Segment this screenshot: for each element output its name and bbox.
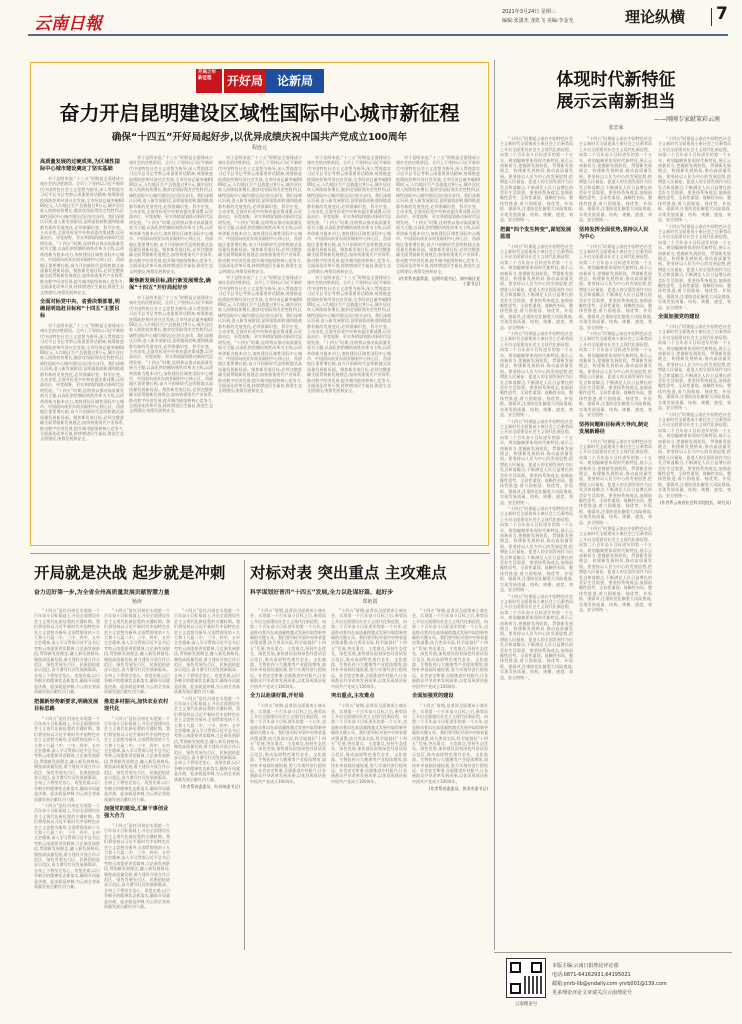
section-divider (711, 8, 712, 26)
right-ending: (作者系云南省社会科学院院长、研究员) (659, 500, 731, 505)
footer-editor: 本版主编:云南日报理论评论部 (552, 963, 619, 969)
right-body-1f: “十四五”时期是云南在中国特色社会主义新时代全面建成小康社会之后乘势而上开启全面建设社会主义现代化新征程、向第二个百年奋斗目标进军的第一个五年。规划编制要体现时代新特征,展示云南新担当,把握新发展阶段、贯彻新发展理念、构建新发展格局,推动高质量发展。要坚持以人民为中心的发展思想,把增进人民福祉、促进人的全面发展作为出发点和落脚点,不断满足人民日益增长的美好生活需要。要坚持系统观念,加强前瞻性思考、全局性谋划、战略性布局、整体性推进,着力固根基、扬优势、补短板、强弱项,注重防范化解重大风险挑战,实现发展质量、结构、规模、速度、效益、安全相统一。 (500, 593, 573, 680)
right-body-1e: “十四五”时期是云南在中国特色社会主义新时代全面建成小康社会之后乘势而上开启全面建设社会主义现代化新征程、向第二个百年奋斗目标进军的第一个五年。规划编制要体现时代新特征,展示云南新担当,把握新发展阶段、贯彻新发展理念、构建新发展格局,推动高质量发展。要坚持以人民为中心的发展思想,把增进人民福祉、促进人的全面发展作为出发点和落脚点,不断满足人民日益增长的美好生活需要。要坚持系统观念,加强前瞻性思考、全局性谋划、战略性布局、整体性推进,着力固根基、扬优势、补短板、强弱项,注重防范化解重大风险挑战,实现发展质量、结构、规模、速度、效益、安全相统一。 (500, 506, 573, 593)
bottom-mid-author: 郑艳霞 (362, 599, 378, 605)
bottom-left-body-1a: “十四五”是红河州在实现第一个百年奋斗目标基础上,开启全面建设社会主义现代化新征程的关键时期。我们将坚持以习近平新时代中国特色社会主义思想为指导,全面贯彻党的十九大和十九届二中、三中、四中、五中全会精神,深入学习贯彻习近平总书记考察云南重要讲话精神,立足新发展阶段,贯彻新发展理念,融入新发展格局,聚焦高质量发展,着力建设开放合作示范区、绿色发展先行区、民族团结进步示范区,奋力谱写红河发展新篇章。全州上下将坚定信心、攻坚克难,以只争朝夕的精神状态抓落实,确保开局就是决战、起步就是冲刺,为云南全省高质量发展贡献红河力量。 (34, 608, 100, 695)
feature-body-4b: 对于昆明来说,“十三五”时期是全面建成小康社会的决胜阶段。全市上下坚持以习近平新时代中国特色社会主义思想为指导,深入贯彻落实习近平总书记考察云南重要讲话精神,统筹推进疫情防控和经济社会发展,全市经济总量突破6000亿元,人均地区生产总值超过9万元,城乡居民收入持续较快增长,脱贫攻坚取得决定性胜利,区域性国际中心城市建设迈出坚实步伐。我们深刻认识到,进入新发展阶段,昆明面临的机遇和挑战都有新的发展变化,必须准确识变、科学应变、主动求变,全面对标党中央和省委决策部署,以更高站位、更宽视野、更实举措谋划推动新时代昆明发展。“十四五”时期,昆明将以推动高质量发展为主题,以深化供给侧结构性改革为主线,以改革创新为根本动力,加快建设区域性国际中心城市、中国面向南亚东南亚辐射中心核心区、西部地区重要增长极,奋力开创新时代昆明跨越式高质量发展新局面。聚焦新发展目标,必须完整准确全面贯彻新发展理念,加快构建现代产业体系,推动数字经济发展,提升城市能级和核心竞争力,全面深化改革开放,持续增进民生福祉,推进生态文明建设,统筹发展和安全。 (307, 274, 391, 394)
footer-email: 邮箱:ynrb-llb@yndaily.com ynrb001@139.com (552, 981, 667, 987)
right-vertical-rule (494, 60, 495, 950)
bottom-left-ending: (作者系省委委员、红河州委书记) (180, 784, 240, 789)
feature-lead-heading: 高质量发展的过硬成果,为区域性国际中心城市建设奠定了坚实基础 (40, 159, 120, 172)
bottom-left-column-2 (104, 608, 170, 948)
qr-corner-tr (531, 962, 542, 973)
feature-badge (196, 69, 324, 93)
bottom-mid-heading-2: 突出重点,主攻难点 (331, 693, 375, 700)
right-headline-1: 体现时代新特征 (556, 70, 676, 90)
bottom-left-column-3 (174, 608, 240, 948)
feature-column-5 (396, 155, 480, 538)
feature-column-4 (307, 155, 391, 538)
badge-left: 开局之年新征程 (196, 69, 222, 93)
bottom-left-heading-3: 加强党的建设,汇聚干事创业强大合力 (104, 806, 169, 819)
bottom-left-body-3b: “十四五”是红河州在实现第一个百年奋斗目标基础上,开启全面建设社会主义现代化新征程的关键时期。我们将坚持以习近平新时代中国特色社会主义思想为指导,全面贯彻党的十九大和十九届二中、三中、四中、五中全会精神,深入学习贯彻习近平总书记考察云南重要讲话精神,立足新发展阶段,贯彻新发展理念,融入新发展格局,聚焦高质量发展,着力建设开放合作示范区、绿色发展先行区、民族团结进步示范区,奋力谱写红河发展新篇章。全州上下将坚定信心、攻坚克难,以只争朝夕的精神状态抓落实,确保开局就是决战、起步就是冲刺,为云南全省高质量发展贡献红河力量。 (174, 695, 240, 782)
footer-follow: 更多理论评论文章请关注云南理论号 (552, 990, 633, 996)
bottom-mid-column-2 (331, 608, 407, 948)
right-body-1a: “十四五”时期是云南在中国特色社会主义新时代全面建成小康社会之后乘势而上开启全面建设社会主义现代化新征程、向第二个百年奋斗目标进军的第一个五年。规划编制要体现时代新特征,展示云南新担当,把握新发展阶段、贯彻新发展理念、构建新发展格局,推动高质量发展。要坚持以人民为中心的发展思想,把增进人民福祉、促进人的全面发展作为出发点和落脚点,不断满足人民日益增长的美好生活需要。要坚持系统观念,加强前瞻性思考、全局性谋划、战略性布局、整体性推进,着力固根基、扬优势、补短板、强弱项,注重防范化解重大风险挑战,实现发展质量、结构、规模、速度、效益、安全相统一。 (500, 136, 573, 223)
bottom-mid-body-3a: “十四五”时期,是普洱全面建成小康社会、实现第一个百年奋斗目标之后,乘势而上开启全面建设社会主义现代化新征程、向第二个百年奋斗目标进军的第一个五年,也是推动普洱在高质量跨越式发展中取得新突破的关键五年。我们要对标对表中央和省委决策部署,结合普洱实际,科学谋划好“十四五”发展,突出重点、主攻难点,坚持生态优先、绿色发展,加快建设国家绿色经济试验示范区,推动高原特色现代农业、文化旅游、生物医药与大健康等产业提质增效,加快补齐基础设施短板,努力实现经济行稳致远、社会安定和谐,全面推进乡村振兴,让各族群众共享改革发展成果,以优异成绩庆祝中国共产党成立100周年。 (412, 608, 488, 689)
footer-phone: 电话:0871-64162931,64195021 (552, 972, 631, 978)
bottom-left-subheadline: 奋力迈好第一步,为全省全州高质量发展贡献智慧力量 (34, 590, 170, 596)
right-heading-4: 全面加强党的建设 (658, 314, 700, 320)
qr-modules (524, 976, 542, 994)
right-column-3 (658, 136, 731, 946)
right-body-2e: “十四五”时期是云南在中国特色社会主义新时代全面建成小康社会之后乘势而上开启全面建设社会主义现代化新征程、向第二个百年奋斗目标进军的第一个五年。规划编制要体现时代新特征,展示云南新担当,把握新发展阶段、贯彻新发展理念、构建新发展格局,推动高质量发展。要坚持以人民为中心的发展思想,把增进人民福祉、促进人的全面发展作为出发点和落脚点,不断满足人民日益增长的美好生活需要。要坚持系统观念,加强前瞻性思考、全局性谋划、战略性布局、整体性推进,着力固根基、扬优势、补短板、强弱项,注重防范化解重大风险挑战,实现发展质量、结构、规模、速度、效益、安全相统一。 (579, 526, 652, 613)
feature-author: 程连元 (251, 145, 267, 151)
feature-body-1a: 对于昆明来说,“十三五”时期是全面建成小康社会的决胜阶段。全市上下坚持以习近平新时代中国特色社会主义思想为指导,深入贯彻落实习近平总书记考察云南重要讲话精神,统筹推进疫情防控和经济社会发展,全市经济总量突破6000亿元,人均地区生产总值超过9万元,城乡居民收入持续较快增长,脱贫攻坚取得决定性胜利,区域性国际中心城市建设迈出坚实步伐。我们深刻认识到,进入新发展阶段,昆明面临的机遇和挑战都有新的发展变化,必须准确识变、科学应变、主动求变,全面对标党中央和省委决策部署,以更高站位、更宽视野、更实举措谋划推动新时代昆明发展。“十四五”时期,昆明将以推动高质量发展为主题,以深化供给侧结构性改革为主线,以改革创新为根本动力,加快建设区域性国际中心城市、中国面向南亚东南亚辐射中心核心区、西部地区重要增长极,奋力开创新时代昆明跨越式高质量发展新局面。聚焦新发展目标,必须完整准确全面贯彻新发展理念,加快构建现代产业体系,推动数字经济发展,提升城市能级和核心竞争力,全面深化改革开放,持续增进民生福祉,推进生态文明建设,统筹发展和安全。 (40, 176, 124, 295)
bottom-mid-headline: 对标对表 突出重点 主攻难点 (250, 563, 447, 582)
feature-column-3 (218, 155, 302, 538)
footer-rule (494, 952, 732, 953)
right-column-2 (579, 136, 652, 946)
feature-column-2 (129, 155, 213, 538)
right-body-2c: “十四五”时期是云南在中国特色社会主义新时代全面建成小康社会之后乘势而上开启全面建设社会主义现代化新征程、向第二个百年奋斗目标进军的第一个五年。规划编制要体现时代新特征,展示云南新担当,把握新发展阶段、贯彻新发展理念、构建新发展格局,推动高质量发展。要坚持以人民为中心的发展思想,把增进人民福祉、促进人的全面发展作为出发点和落脚点,不断满足人民日益增长的美好生活需要。要坚持系统观念,加强前瞻性思考、全局性谋划、战略性布局、整体性推进,着力固根基、扬优势、补短板、强弱项,注重防范化解重大风险挑战,实现发展质量、结构、规模、速度、效益、安全相统一。 (579, 331, 652, 418)
feature-body-3b: 对于昆明来说,“十三五”时期是全面建成小康社会的决胜阶段。全市上下坚持以习近平新时代中国特色社会主义思想为指导,深入贯彻落实习近平总书记考察云南重要讲话精神,统筹推进疫情防控和经济社会发展,全市经济总量突破6000亿元,人均地区生产总值超过9万元,城乡居民收入持续较快增长,脱贫攻坚取得决定性胜利,区域性国际中心城市建设迈出坚实步伐。我们深刻认识到,进入新发展阶段,昆明面临的机遇和挑战都有新的发展变化,必须准确识变、科学应变、主动求变,全面对标党中央和省委决策部署,以更高站位、更宽视野、更实举措谋划推动新时代昆明发展。“十四五”时期,昆明将以推动高质量发展为主题,以深化供给侧结构性改革为主线,以改革创新为根本动力,加快建设区域性国际中心城市、中国面向南亚东南亚辐射中心核心区、西部地区重要增长极,奋力开创新时代昆明跨越式高质量发展新局面。聚焦新发展目标,必须完整准确全面贯彻新发展理念,加快构建现代产业体系,推动数字经济发展,提升城市能级和核心竞争力,全面深化改革开放,持续增进民生福祉,推进生态文明建设,统筹发展和安全。 (218, 274, 302, 394)
right-body-3b: “十四五”时期是云南在中国特色社会主义新时代全面建成小康社会之后乘势而上开启全面建设社会主义现代化新征程、向第二个百年奋斗目标进军的第一个五年。规划编制要体现时代新特征,展示云南新担当,把握新发展阶段、贯彻新发展理念、构建新发展格局,推动高质量发展。要坚持以人民为中心的发展思想,把增进人民福祉、促进人的全面发展作为出发点和落脚点,不断满足人民日益增长的美好生活需要。要坚持系统观念,加强前瞻性思考、全局性谋划、战略性布局、整体性推进,着力固根基、扬优势、补短板、强弱项,注重防范化解重大风险挑战,实现发展质量、结构、规模、速度、效益、安全相统一。 (658, 223, 731, 310)
feature-column-1 (40, 155, 124, 538)
masthead-rule (28, 34, 728, 36)
bottom-left-body-2b: “十四五”是红河州在实现第一个百年奋斗目标基础上,开启全面建设社会主义现代化新征程的关键时期。我们将坚持以习近平新时代中国特色社会主义思想为指导,全面贯彻党的十九大和十九届二中、三中、四中、五中全会精神,深入学习贯彻习近平总书记考察云南重要讲话精神,立足新发展阶段,贯彻新发展理念,融入新发展格局,聚焦高质量发展,着力建设开放合作示范区、绿色发展先行区、民族团结进步示范区,奋力谱写红河发展新篇章。全州上下将坚定信心、攻坚克难,以只争朝夕的精神状态抓落实,确保开局就是决战、起步就是冲刺,为云南全省高质量发展贡献红河力量。 (104, 715, 170, 802)
feature-heading-3: 聚焦新发展目标,践行新发展理念,确保“十四五”开好局起好步 (129, 277, 211, 291)
bottom-mid-heading-1: 全力以赴谋好篇,开好局 (250, 693, 304, 700)
feature-heading-2: 全面对标党中央、省委决策部署,明确昆明追赶目标和“十四五”主要目标 (40, 298, 120, 319)
qr-corner-tl (510, 962, 521, 973)
qr-caption: 云南理论号 (514, 1002, 538, 1007)
right-column-1 (500, 136, 573, 946)
right-body-2b: “十四五”时期是云南在中国特色社会主义新时代全面建成小康社会之后乘势而上开启全面建设社会主义现代化新征程、向第二个百年奋斗目标进军的第一个五年。规划编制要体现时代新特征,展示云南新担当,把握新发展阶段、贯彻新发展理念、构建新发展格局,推动高质量发展。要坚持以人民为中心的发展思想,把增进人民福祉、促进人的全面发展作为出发点和落脚点,不断满足人民日益增长的美好生活需要。要坚持系统观念,加强前瞻性思考、全局性谋划、战略性布局、整体性推进,着力固根基、扬优势、补短板、强弱项,注重防范化解重大风险挑战,实现发展质量、结构、规模、速度、效益、安全相统一。 (579, 243, 652, 330)
bottom-section-rule (30, 553, 490, 554)
right-heading-3: 坚持问题和目标两大导向,制定发展新路径 (579, 421, 649, 435)
editor-line: 编辑:张潇杰 龙虹飞 美编:李金光 (502, 18, 574, 24)
badge-mid: 开好局 (224, 69, 266, 93)
feature-subheadline: 确保“十四五”开好局起好步,以优异成绩庆祝中国共产党成立100周年 (111, 132, 408, 143)
bottom-mid-heading-3: 全面加强党的建设 (412, 693, 454, 700)
feature-body-5a: 对于昆明来说,“十三五”时期是全面建成小康社会的决胜阶段。全市上下坚持以习近平新时代中国特色社会主义思想为指导,深入贯彻落实习近平总书记考察云南重要讲话精神,统筹推进疫情防控和经济社会发展,全市经济总量突破6000亿元,人均地区生产总值超过9万元,城乡居民收入持续较快增长,脱贫攻坚取得决定性胜利,区域性国际中心城市建设迈出坚实步伐。我们深刻认识到,进入新发展阶段,昆明面临的机遇和挑战都有新的发展变化,必须准确识变、科学应变、主动求变,全面对标党中央和省委决策部署,以更高站位、更宽视野、更实举措谋划推动新时代昆明发展。“十四五”时期,昆明将以推动高质量发展为主题,以深化供给侧结构性改革为主线,以改革创新为根本动力,加快建设区域性国际中心城市、中国面向南亚东南亚辐射中心核心区、西部地区重要增长极,奋力开创新时代昆明跨越式高质量发展新局面。聚焦新发展目标,必须完整准确全面贯彻新发展理念,加快构建现代产业体系,推动数字经济发展,提升城市能级和核心竞争力,全面深化改革开放,持续增进民生福祉,推进生态文明建设,统筹发展和安全。 (396, 155, 480, 274)
newspaper-logo: 云南日報 (34, 14, 102, 34)
badge-right: 论新局 (266, 69, 324, 93)
page-number: 7 (716, 4, 728, 24)
bottom-mid-subheadline: 科学谋划好普洱“十四五”发展,全力以赴谋好篇、起好步 (250, 590, 394, 596)
bottom-left-body-2a: “十四五”是红河州在实现第一个百年奋斗目标基础上,开启全面建设社会主义现代化新征程的关键时期。我们将坚持以习近平新时代中国特色社会主义思想为指导,全面贯彻党的十九大和十九届二中、三中、四中、五中全会精神,深入学习贯彻习近平总书记考察云南重要讲话精神,立足新发展阶段,贯彻新发展理念,融入新发展格局,聚焦高质量发展,着力建设开放合作示范区、绿色发展先行区、民族团结进步示范区,奋力谱写红河发展新篇章。全州上下将坚定信心、攻坚克难,以只争朝夕的精神状态抓落实,确保开局就是决战、起步就是冲刺,为云南全省高质量发展贡献红河力量。 (104, 608, 170, 695)
section-title: 理论纵横 (625, 8, 686, 26)
bottom-left-body-3a: “十四五”是红河州在实现第一个百年奋斗目标基础上,开启全面建设社会主义现代化新征程的关键时期。我们将坚持以习近平新时代中国特色社会主义思想为指导,全面贯彻党的十九大和十九届二中、三中、四中、五中全会精神,深入学习贯彻习近平总书记考察云南重要讲话精神,立足新发展阶段,贯彻新发展理念,融入新发展格局,聚焦高质量发展,着力建设开放合作示范区、绿色发展先行区、民族团结进步示范区,奋力谱写红河发展新篇章。全州上下将坚定信心、攻坚克难,以只争朝夕的精神状态抓落实,确保开局就是决战、起步就是冲刺,为云南全省高质量发展贡献红河力量。 (174, 608, 240, 695)
feature-body-1b: 对于昆明来说,“十三五”时期是全面建成小康社会的决胜阶段。全市上下坚持以习近平新时代中国特色社会主义思想为指导,深入贯彻落实习近平总书记考察云南重要讲话精神,统筹推进疫情防控和经济社会发展,全市经济总量突破6000亿元,人均地区生产总值超过9万元,城乡居民收入持续较快增长,脱贫攻坚取得决定性胜利,区域性国际中心城市建设迈出坚实步伐。我们深刻认识到,进入新发展阶段,昆明面临的机遇和挑战都有新的发展变化,必须准确识变、科学应变、主动求变,全面对标党中央和省委决策部署,以更高站位、更宽视野、更实举措谋划推动新时代昆明发展。“十四五”时期,昆明将以推动高质量发展为主题,以深化供给侧结构性改革为主线,以改革创新为根本动力,加快建设区域性国际中心城市、中国面向南亚东南亚辐射中心核心区、西部地区重要增长极,奋力开创新时代昆明跨越式高质量发展新局面。聚焦新发展目标,必须完整准确全面贯彻新发展理念,加快构建现代产业体系,推动数字经济发展,提升城市能级和核心竞争力,全面深化改革开放,持续增进民生福祉,推进生态文明建设,统筹发展和安全。 (40, 322, 124, 442)
bottom-left-heading-2: 推进多村振兴,加快农业农村现代化 (104, 698, 169, 712)
bottom-left-column-1 (34, 608, 100, 948)
bottom-mid-ending: (作者系省委委员、普洱市委书记) (428, 786, 488, 792)
right-body-3a: “十四五”时期是云南在中国特色社会主义新时代全面建成小康社会之后乘势而上开启全面建设社会主义现代化新征程、向第二个百年奋斗目标进军的第一个五年。规划编制要体现时代新特征,展示云南新担当,把握新发展阶段、贯彻新发展理念、构建新发展格局,推动高质量发展。要坚持以人民为中心的发展思想,把增进人民福祉、促进人的全面发展作为出发点和落脚点,不断满足人民日益增长的美好生活需要。要坚持系统观念,加强前瞻性思考、全局性谋划、战略性布局、整体性推进,着力固根基、扬优势、补短板、强弱项,注重防范化解重大风险挑战,实现发展质量、结构、规模、速度、效益、安全相统一。 (658, 136, 731, 223)
bottom-left-heading-1: 把握新形势新要求,明确发展目标思路 (34, 698, 99, 712)
feature-body-3a: 对于昆明来说,“十三五”时期是全面建成小康社会的决胜阶段。全市上下坚持以习近平新时代中国特色社会主义思想为指导,深入贯彻落实习近平总书记考察云南重要讲话精神,统筹推进疫情防控和经济社会发展,全市经济总量突破6000亿元,人均地区生产总值超过9万元,城乡居民收入持续较快增长,脱贫攻坚取得决定性胜利,区域性国际中心城市建设迈出坚实步伐。我们深刻认识到,进入新发展阶段,昆明面临的机遇和挑战都有新的发展变化,必须准确识变、科学应变、主动求变,全面对标党中央和省委决策部署,以更高站位、更宽视野、更实举措谋划推动新时代昆明发展。“十四五”时期,昆明将以推动高质量发展为主题,以深化供给侧结构性改革为主线,以改革创新为根本动力,加快建设区域性国际中心城市、中国面向南亚东南亚辐射中心核心区、西部地区重要增长极,奋力开创新时代昆明跨越式高质量发展新局面。聚焦新发展目标,必须完整准确全面贯彻新发展理念,加快构建现代产业体系,推动数字经济发展,提升城市能级和核心竞争力,全面深化改革开放,持续增进民生福祉,推进生态文明建设,统筹发展和安全。 (218, 155, 302, 274)
bottom-mid-body-3b: “十四五”时期,是普洱全面建成小康社会、实现第一个百年奋斗目标之后,乘势而上开启全面建设社会主义现代化新征程、向第二个百年奋斗目标进军的第一个五年,也是推动普洱在高质量跨越式发展中取得新突破的关键五年。我们要对标对表中央和省委决策部署,结合普洱实际,科学谋划好“十四五”发展,突出重点、主攻难点,坚持生态优先、绿色发展,加快建设国家绿色经济试验示范区,推动高原特色现代农业、文化旅游、生物医药与大健康等产业提质增效,加快补齐基础设施短板,努力实现经济行稳致远、社会安定和谐,全面推进乡村振兴,让各族群众共享改革发展成果,以优异成绩庆祝中国共产党成立100周年。 (412, 703, 488, 784)
bottom-mid-body-2a: “十四五”时期,是普洱全面建成小康社会、实现第一个百年奋斗目标之后,乘势而上开启全面建设社会主义现代化新征程、向第二个百年奋斗目标进军的第一个五年,也是推动普洱在高质量跨越式发展中取得新突破的关键五年。我们要对标对表中央和省委决策部署,结合普洱实际,科学谋划好“十四五”发展,突出重点、主攻难点,坚持生态优先、绿色发展,加快建设国家绿色经济试验示范区,推动高原特色现代农业、文化旅游、生物医药与大健康等产业提质增效,加快补齐基础设施短板,努力实现经济行稳致远、社会安定和谐,全面推进乡村振兴,让各族群众共享改革发展成果,以优异成绩庆祝中国共产党成立100周年。 (331, 608, 407, 689)
right-heading-2: 坚持发挥全面优势,坚持以人民为中心 (579, 226, 649, 240)
right-heading-1: 把握“四个发生转变”,谋划发展蓝图 (500, 226, 572, 240)
bottom-vertical-rule (244, 560, 245, 950)
right-body-3d: “十四五”时期是云南在中国特色社会主义新时代全面建成小康社会之后乘势而上开启全面建设社会主义现代化新征程、向第二个百年奋斗目标进军的第一个五年。规划编制要体现时代新特征,展示云南新担当,把握新发展阶段、贯彻新发展理念、构建新发展格局,推动高质量发展。要坚持以人民为中心的发展思想,把增进人民福祉、促进人的全面发展作为出发点和落脚点,不断满足人民日益增长的美好生活需要。要坚持系统观念,加强前瞻性思考、全局性谋划、战略性布局、整体性推进,着力固根基、扬优势、补短板、强弱项,注重防范化解重大风险挑战,实现发展质量、结构、规模、速度、效益、安全相统一。 (658, 411, 731, 498)
right-body-3c: “十四五”时期是云南在中国特色社会主义新时代全面建成小康社会之后乘势而上开启全面建设社会主义现代化新征程、向第二个百年奋斗目标进军的第一个五年。规划编制要体现时代新特征,展示云南新担当,把握新发展阶段、贯彻新发展理念、构建新发展格局,推动高质量发展。要坚持以人民为中心的发展思想,把增进人民福祉、促进人的全面发展作为出发点和落脚点,不断满足人民日益增长的美好生活需要。要坚持系统观念,加强前瞻性思考、全局性谋划、战略性布局、整体性推进,着力固根基、扬优势、补短板、强弱项,注重防范化解重大风险挑战,实现发展质量、结构、规模、速度、效益、安全相统一。 (658, 324, 731, 411)
bottom-left-body-1c: “十四五”是红河州在实现第一个百年奋斗目标基础上,开启全面建设社会主义现代化新征程的关键时期。我们将坚持以习近平新时代中国特色社会主义思想为指导,全面贯彻党的十九大和十九届二中、三中、四中、五中全会精神,深入学习贯彻习近平总书记考察云南重要讲话精神,立足新发展阶段,贯彻新发展理念,融入新发展格局,聚焦高质量发展,着力建设开放合作示范区、绿色发展先行区、民族团结进步示范区,奋力谱写红河发展新篇章。全州上下将坚定信心、攻坚克难,以只争朝夕的精神状态抓落实,确保开局就是决战、起步就是冲刺,为云南全省高质量发展贡献红河力量。 (34, 803, 100, 890)
right-author: 张忠家 (608, 125, 624, 131)
qr-corner-bl (510, 983, 521, 994)
feature-ending: (作者系省委常委、昆明市委书记、滇中新区党工委书记) (398, 275, 480, 287)
bottom-mid-column-3 (412, 608, 488, 948)
bottom-left-headline: 开局就是决战 起步就是冲刺 (34, 563, 226, 582)
bottom-left-author: 杨涛 (131, 599, 142, 605)
bottom-mid-body-1b: “十四五”时期,是普洱全面建成小康社会、实现第一个百年奋斗目标之后,乘势而上开启全面建设社会主义现代化新征程、向第二个百年奋斗目标进军的第一个五年,也是推动普洱在高质量跨越式发展中取得新突破的关键五年。我们要对标对表中央和省委决策部署,结合普洱实际,科学谋划好“十四五”发展,突出重点、主攻难点,坚持生态优先、绿色发展,加快建设国家绿色经济试验示范区,推动高原特色现代农业、文化旅游、生物医药与大健康等产业提质增效,加快补齐基础设施短板,努力实现经济行稳致远、社会安定和谐,全面推进乡村振兴,让各族群众共享改革发展成果,以优异成绩庆祝中国共产党成立100周年。 (250, 703, 326, 784)
date-line: 2021年3月24日 星期三 (502, 9, 556, 15)
bottom-mid-column-1 (250, 608, 326, 948)
bottom-mid-body-2b: “十四五”时期,是普洱全面建成小康社会、实现第一个百年奋斗目标之后,乘势而上开启全面建设社会主义现代化新征程、向第二个百年奋斗目标进军的第一个五年,也是推动普洱在高质量跨越式发展中取得新突破的关键五年。我们要对标对表中央和省委决策部署,结合普洱实际,科学谋划好“十四五”发展,突出重点、主攻难点,坚持生态优先、绿色发展,加快建设国家绿色经济试验示范区,推动高原特色现代农业、文化旅游、生物医药与大健康等产业提质增效,加快补齐基础设施短板,努力实现经济行稳致远、社会安定和谐,全面推进乡村振兴,让各族群众共享改革发展成果,以优异成绩庆祝中国共产党成立100周年。 (331, 703, 407, 784)
right-body-2d: “十四五”时期是云南在中国特色社会主义新时代全面建成小康社会之后乘势而上开启全面建设社会主义现代化新征程、向第二个百年奋斗目标进军的第一个五年。规划编制要体现时代新特征,展示云南新担当,把握新发展阶段、贯彻新发展理念、构建新发展格局,推动高质量发展。要坚持以人民为中心的发展思想,把增进人民福祉、促进人的全面发展作为出发点和落脚点,不断满足人民日益增长的美好生活需要。要坚持系统观念,加强前瞻性思考、全局性谋划、战略性布局、整体性推进,着力固根基、扬优势、补短板、强弱项,注重防范化解重大风险挑战,实现发展质量、结构、规模、速度、效益、安全相统一。 (579, 438, 652, 525)
right-headline-2: 展示云南新担当 (556, 92, 676, 112)
right-body-2a: “十四五”时期是云南在中国特色社会主义新时代全面建成小康社会之后乘势而上开启全面建设社会主义现代化新征程、向第二个百年奋斗目标进军的第一个五年。规划编制要体现时代新特征,展示云南新担当,把握新发展阶段、贯彻新发展理念、构建新发展格局,推动高质量发展。要坚持以人民为中心的发展思想,把增进人民福祉、促进人的全面发展作为出发点和落脚点,不断满足人民日益增长的美好生活需要。要坚持系统观念,加强前瞻性思考、全局性谋划、战略性布局、整体性推进,着力固根基、扬优势、补短板、强弱项,注重防范化解重大风险挑战,实现发展质量、结构、规模、速度、效益、安全相统一。 (579, 136, 652, 223)
feature-body-2b: 对于昆明来说,“十三五”时期是全面建成小康社会的决胜阶段。全市上下坚持以习近平新时代中国特色社会主义思想为指导,深入贯彻落实习近平总书记考察云南重要讲话精神,统筹推进疫情防控和经济社会发展,全市经济总量突破6000亿元,人均地区生产总值超过9万元,城乡居民收入持续较快增长,脱贫攻坚取得决定性胜利,区域性国际中心城市建设迈出坚实步伐。我们深刻认识到,进入新发展阶段,昆明面临的机遇和挑战都有新的发展变化,必须准确识变、科学应变、主动求变,全面对标党中央和省委决策部署,以更高站位、更宽视野、更实举措谋划推动新时代昆明发展。“十四五”时期,昆明将以推动高质量发展为主题,以深化供给侧结构性改革为主线,以改革创新为根本动力,加快建设区域性国际中心城市、中国面向南亚东南亚辐射中心核心区、西部地区重要增长极,奋力开创新时代昆明跨越式高质量发展新局面。聚焦新发展目标,必须完整准确全面贯彻新发展理念,加快构建现代产业体系,推动数字经济发展,提升城市能级和核心竞争力,全面深化改革开放,持续增进民生福祉,推进生态文明建设,统筹发展和安全。 (129, 294, 213, 414)
masthead (0, 0, 742, 44)
bottom-left-body-2c: “十四五”是红河州在实现第一个百年奋斗目标基础上,开启全面建设社会主义现代化新征程的关键时期。我们将坚持以习近平新时代中国特色社会主义思想为指导,全面贯彻党的十九大和十九届二中、三中、四中、五中全会精神,深入学习贯彻习近平总书记考察云南重要讲话精神,立足新发展阶段,贯彻新发展理念,融入新发展格局,聚焦高质量发展,着力建设开放合作示范区、绿色发展先行区、民族团结进步示范区,奋力谱写红河发展新篇章。全州上下将坚定信心、攻坚克难,以只争朝夕的精神状态抓落实,确保开局就是决战、起步就是冲刺,为云南全省高质量发展贡献红河力量。 (104, 823, 170, 910)
bottom-left-body-1b: “十四五”是红河州在实现第一个百年奋斗目标基础上,开启全面建设社会主义现代化新征程的关键时期。我们将坚持以习近平新时代中国特色社会主义思想为指导,全面贯彻党的十九大和十九届二中、三中、四中、五中全会精神,深入学习贯彻习近平总书记考察云南重要讲话精神,立足新发展阶段,贯彻新发展理念,融入新发展格局,聚焦高质量发展,着力建设开放合作示范区、绿色发展先行区、民族团结进步示范区,奋力谱写红河发展新篇章。全州上下将坚定信心、攻坚克难,以只争朝夕的精神状态抓落实,确保开局就是决战、起步就是冲刺,为云南全省高质量发展贡献红河力量。 (34, 715, 100, 802)
right-body-1d: “十四五”时期是云南在中国特色社会主义新时代全面建成小康社会之后乘势而上开启全面建设社会主义现代化新征程、向第二个百年奋斗目标进军的第一个五年。规划编制要体现时代新特征,展示云南新担当,把握新发展阶段、贯彻新发展理念、构建新发展格局,推动高质量发展。要坚持以人民为中心的发展思想,把增进人民福祉、促进人的全面发展作为出发点和落脚点,不断满足人民日益增长的美好生活需要。要坚持系统观念,加强前瞻性思考、全局性谋划、战略性布局、整体性推进,着力固根基、扬优势、补短板、强弱项,注重防范化解重大风险挑战,实现发展质量、结构、规模、速度、效益、安全相统一。 (500, 418, 573, 505)
feature-body-4a: 对于昆明来说,“十三五”时期是全面建成小康社会的决胜阶段。全市上下坚持以习近平新时代中国特色社会主义思想为指导,深入贯彻落实习近平总书记考察云南重要讲话精神,统筹推进疫情防控和经济社会发展,全市经济总量突破6000亿元,人均地区生产总值超过9万元,城乡居民收入持续较快增长,脱贫攻坚取得决定性胜利,区域性国际中心城市建设迈出坚实步伐。我们深刻认识到,进入新发展阶段,昆明面临的机遇和挑战都有新的发展变化,必须准确识变、科学应变、主动求变,全面对标党中央和省委决策部署,以更高站位、更宽视野、更实举措谋划推动新时代昆明发展。“十四五”时期,昆明将以推动高质量发展为主题,以深化供给侧结构性改革为主线,以改革创新为根本动力,加快建设区域性国际中心城市、中国面向南亚东南亚辐射中心核心区、西部地区重要增长极,奋力开创新时代昆明跨越式高质量发展新局面。聚焦新发展目标,必须完整准确全面贯彻新发展理念,加快构建现代产业体系,推动数字经济发展,提升城市能级和核心竞争力,全面深化改革开放,持续增进民生福祉,推进生态文明建设,统筹发展和安全。 (307, 155, 391, 274)
feature-body-2a: 对于昆明来说,“十三五”时期是全面建成小康社会的决胜阶段。全市上下坚持以习近平新时代中国特色社会主义思想为指导,深入贯彻落实习近平总书记考察云南重要讲话精神,统筹推进疫情防控和经济社会发展,全市经济总量突破6000亿元,人均地区生产总值超过9万元,城乡居民收入持续较快增长,脱贫攻坚取得决定性胜利,区域性国际中心城市建设迈出坚实步伐。我们深刻认识到,进入新发展阶段,昆明面临的机遇和挑战都有新的发展变化,必须准确识变、科学应变、主动求变,全面对标党中央和省委决策部署,以更高站位、更宽视野、更实举措谋划推动新时代昆明发展。“十四五”时期,昆明将以推动高质量发展为主题,以深化供给侧结构性改革为主线,以改革创新为根本动力,加快建设区域性国际中心城市、中国面向南亚东南亚辐射中心核心区、西部地区重要增长极,奋力开创新时代昆明跨越式高质量发展新局面。聚焦新发展目标,必须完整准确全面贯彻新发展理念,加快构建现代产业体系,推动数字经济发展,提升城市能级和核心竞争力,全面深化改革开放,持续增进民生福祉,推进生态文明建设,统筹发展和安全。 (129, 155, 213, 274)
right-body-1c: “十四五”时期是云南在中国特色社会主义新时代全面建成小康社会之后乘势而上开启全面建设社会主义现代化新征程、向第二个百年奋斗目标进军的第一个五年。规划编制要体现时代新特征,展示云南新担当,把握新发展阶段、贯彻新发展理念、构建新发展格局,推动高质量发展。要坚持以人民为中心的发展思想,把增进人民福祉、促进人的全面发展作为出发点和落脚点,不断满足人民日益增长的美好生活需要。要坚持系统观念,加强前瞻性思考、全局性谋划、战略性布局、整体性推进,着力固根基、扬优势、补短板、强弱项,注重防范化解重大风险挑战,实现发展质量、结构、规模、速度、效益、安全相统一。 (500, 331, 573, 418)
right-subtitle: ——刚刚专家献策彩云南 (653, 116, 720, 123)
feature-headline: 奋力开启昆明建设区域性国际中心城市新征程 (59, 101, 460, 125)
qr-code (506, 958, 546, 998)
bottom-mid-body-1a: “十四五”时期,是普洱全面建成小康社会、实现第一个百年奋斗目标之后,乘势而上开启全面建设社会主义现代化新征程、向第二个百年奋斗目标进军的第一个五年,也是推动普洱在高质量跨越式发展中取得新突破的关键五年。我们要对标对表中央和省委决策部署,结合普洱实际,科学谋划好“十四五”发展,突出重点、主攻难点,坚持生态优先、绿色发展,加快建设国家绿色经济试验示范区,推动高原特色现代农业、文化旅游、生物医药与大健康等产业提质增效,加快补齐基础设施短板,努力实现经济行稳致远、社会安定和谐,全面推进乡村振兴,让各族群众共享改革发展成果,以优异成绩庆祝中国共产党成立100周年。 (250, 608, 326, 689)
right-body-1b: “十四五”时期是云南在中国特色社会主义新时代全面建成小康社会之后乘势而上开启全面建设社会主义现代化新征程、向第二个百年奋斗目标进军的第一个五年。规划编制要体现时代新特征,展示云南新担当,把握新发展阶段、贯彻新发展理念、构建新发展格局,推动高质量发展。要坚持以人民为中心的发展思想,把增进人民福祉、促进人的全面发展作为出发点和落脚点,不断满足人民日益增长的美好生活需要。要坚持系统观念,加强前瞻性思考、全局性谋划、战略性布局、整体性推进,着力固根基、扬优势、补短板、强弱项,注重防范化解重大风险挑战,实现发展质量、结构、规模、速度、效益、安全相统一。 (500, 243, 573, 330)
